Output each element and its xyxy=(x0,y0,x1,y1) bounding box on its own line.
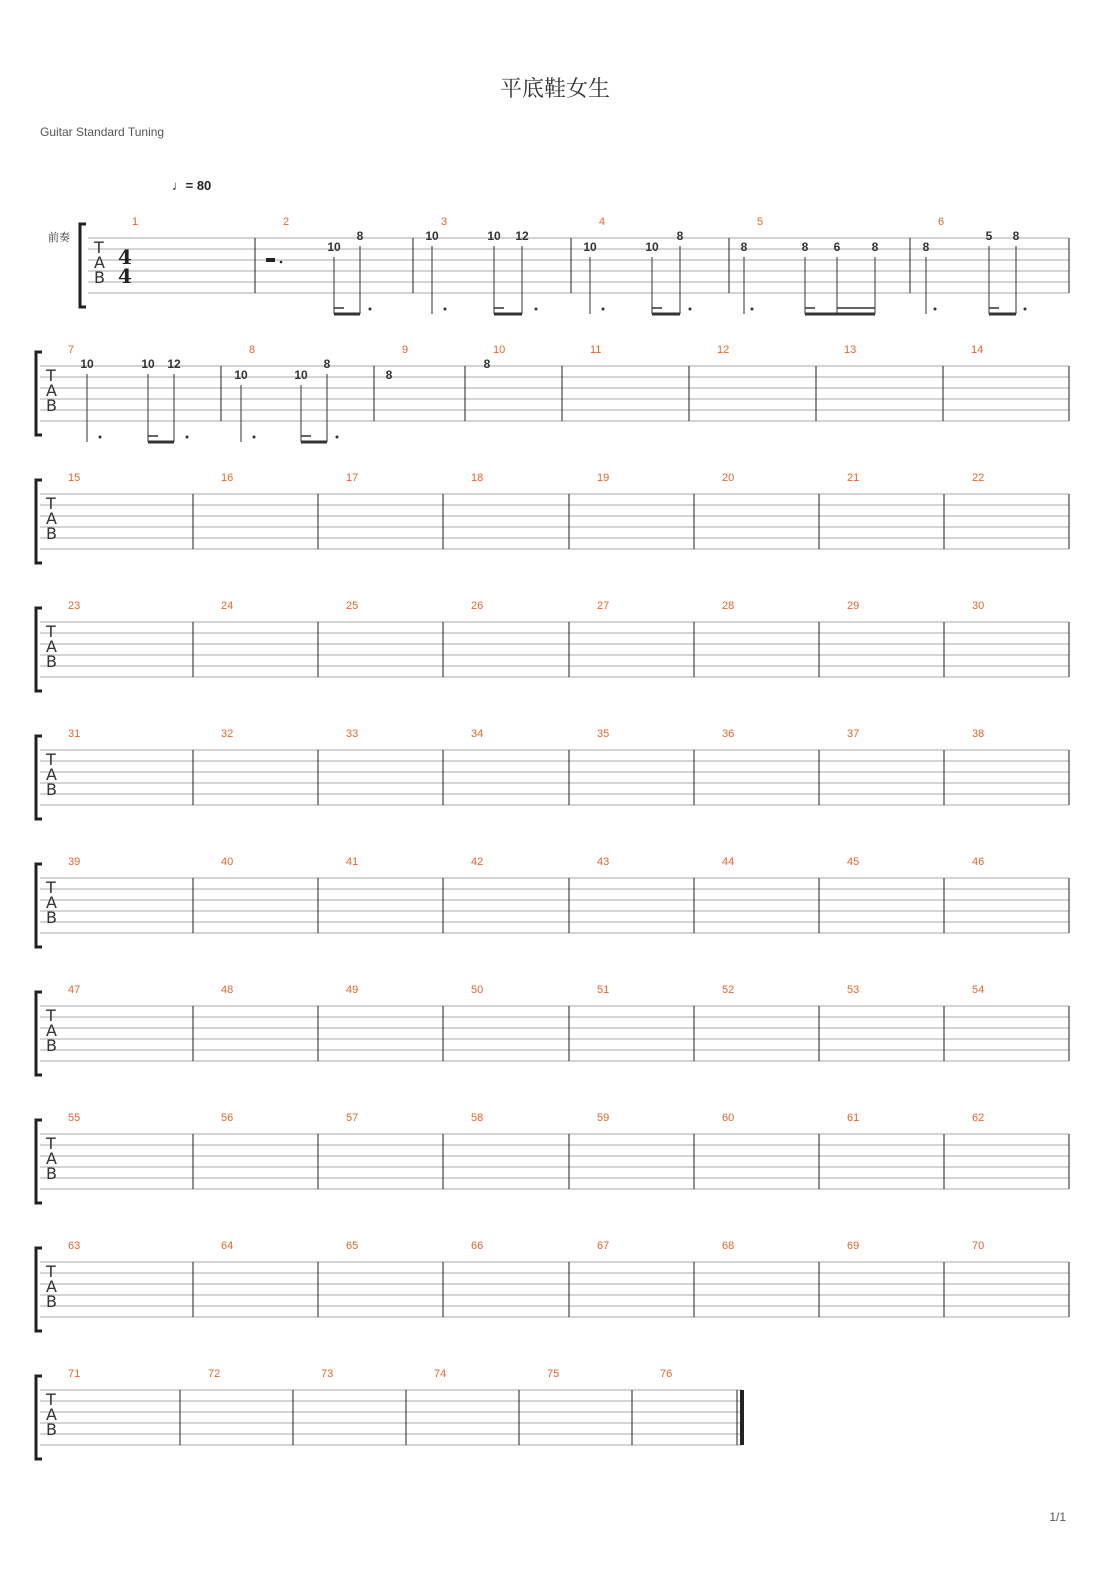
measure-number: 58 xyxy=(471,1112,484,1124)
measure-number: 5 xyxy=(757,216,764,228)
measure-number: 3 xyxy=(441,216,448,228)
measure-number: 31 xyxy=(68,728,81,740)
rest-dot xyxy=(280,261,283,264)
fret-number: 10 xyxy=(645,240,659,254)
measure-number: 16 xyxy=(221,472,234,484)
tab-clef-letter: B xyxy=(46,1036,57,1055)
fret-number: 8 xyxy=(922,240,930,254)
tab-clef-letter: B xyxy=(46,908,57,927)
tab-clef-letter: B xyxy=(46,652,57,671)
tab-clef-letter: B xyxy=(94,268,105,287)
staff-bracket xyxy=(36,352,42,435)
tab-clef-letter: A xyxy=(46,765,57,784)
measure-number: 32 xyxy=(221,728,234,740)
tab-clef-letter: A xyxy=(46,1021,57,1040)
measure-number: 13 xyxy=(844,344,857,356)
measure-number: 20 xyxy=(722,472,735,484)
measure-number: 40 xyxy=(221,856,234,868)
measure-number: 76 xyxy=(660,1368,673,1380)
measure-number: 72 xyxy=(208,1368,221,1380)
tab-clef-letter: A xyxy=(46,1277,57,1296)
measure-number: 62 xyxy=(972,1112,985,1124)
tab-clef-letter: T xyxy=(46,1390,56,1409)
tab-clef-letter: T xyxy=(46,366,56,385)
measure-number: 54 xyxy=(972,984,985,996)
measure-number: 63 xyxy=(68,1240,81,1252)
tab-clef-letter: B xyxy=(46,780,57,799)
measure-number: 15 xyxy=(68,472,81,484)
staff-bracket xyxy=(36,992,42,1075)
measure-number: 9 xyxy=(402,344,409,356)
staff-bracket xyxy=(36,864,42,947)
tab-clef-letter: A xyxy=(46,637,57,656)
dot xyxy=(444,308,447,311)
fret-number: 12 xyxy=(515,229,529,243)
measure-number: 73 xyxy=(321,1368,334,1380)
dot xyxy=(535,308,538,311)
fret-number: 10 xyxy=(80,357,94,371)
measure-number: 17 xyxy=(346,472,359,484)
measure-number: 69 xyxy=(847,1240,860,1252)
tab-clef-letter: A xyxy=(94,253,105,272)
measure-number: 51 xyxy=(597,984,610,996)
measure-number: 39 xyxy=(68,856,81,868)
tab-clef-letter: B xyxy=(46,396,57,415)
tab-clef-letter: T xyxy=(46,494,56,513)
tab-clef-letter: T xyxy=(46,750,56,769)
fret-number: 10 xyxy=(327,240,341,254)
dot xyxy=(934,308,937,311)
measure-number: 24 xyxy=(221,600,234,612)
fret-number: 8 xyxy=(801,240,809,254)
fret-number: 8 xyxy=(1012,229,1020,243)
measure-number: 12 xyxy=(717,344,730,356)
measure-number: 46 xyxy=(972,856,985,868)
measure-number: 70 xyxy=(972,1240,985,1252)
time-signature-bottom: 4 xyxy=(118,264,132,288)
measure-number: 74 xyxy=(434,1368,447,1380)
tab-clef-letter: A xyxy=(46,893,57,912)
time-signature-top: 4 xyxy=(118,245,132,269)
half-rest-icon xyxy=(266,258,275,262)
tab-clef-letter: T xyxy=(94,238,104,257)
measure-number: 53 xyxy=(847,984,860,996)
tab-clef-letter: T xyxy=(46,1134,56,1153)
measure-number: 30 xyxy=(972,600,985,612)
fret-number: 8 xyxy=(740,240,748,254)
fret-number: 6 xyxy=(833,240,841,254)
measure-number: 60 xyxy=(722,1112,735,1124)
tuning-label: Guitar Standard Tuning xyxy=(40,125,165,139)
measure-number: 1 xyxy=(132,216,139,228)
fret-number: 10 xyxy=(487,229,501,243)
measure-number: 10 xyxy=(493,344,506,356)
fret-number: 8 xyxy=(483,357,491,371)
measure-number: 6 xyxy=(938,216,945,228)
section-label: 前奏 xyxy=(48,231,70,244)
measure-number: 55 xyxy=(68,1112,81,1124)
measure-number: 61 xyxy=(847,1112,860,1124)
staff-bracket xyxy=(36,480,42,563)
staff-bracket xyxy=(36,1120,42,1203)
dot xyxy=(751,308,754,311)
measure-number: 34 xyxy=(471,728,484,740)
dot xyxy=(1024,308,1027,311)
tab-clef-letter: A xyxy=(46,509,57,528)
page-number: 1/1 xyxy=(1049,1510,1066,1524)
measure-number: 11 xyxy=(590,344,602,356)
measure-number: 4 xyxy=(599,216,606,228)
staff-bracket xyxy=(36,1376,42,1459)
staff-bracket xyxy=(36,1248,42,1331)
dot xyxy=(99,436,102,439)
measure-number: 22 xyxy=(972,472,985,484)
measure-number: 21 xyxy=(847,472,860,484)
measure-number: 19 xyxy=(597,472,610,484)
tab-clef-letter: B xyxy=(46,1292,57,1311)
measure-number: 47 xyxy=(68,984,81,996)
measure-number: 67 xyxy=(597,1240,610,1252)
measure-number: 23 xyxy=(68,600,81,612)
dot xyxy=(336,436,339,439)
measure-number: 26 xyxy=(471,600,484,612)
measure-number: 71 xyxy=(68,1368,81,1380)
fret-number: 8 xyxy=(385,368,393,382)
measure-number: 65 xyxy=(346,1240,359,1252)
staff-bracket xyxy=(80,224,86,307)
measure-number: 28 xyxy=(722,600,735,612)
dot xyxy=(186,436,189,439)
fret-number: 8 xyxy=(676,229,684,243)
fret-number: 10 xyxy=(141,357,155,371)
measure-number: 25 xyxy=(346,600,359,612)
tab-clef-letter: A xyxy=(46,1149,57,1168)
measure-number: 64 xyxy=(221,1240,234,1252)
measure-number: 45 xyxy=(847,856,860,868)
measure-number: 33 xyxy=(346,728,359,740)
fret-number: 10 xyxy=(294,368,308,382)
measure-number: 37 xyxy=(847,728,860,740)
measure-number: 43 xyxy=(597,856,610,868)
dot xyxy=(253,436,256,439)
measure-number: 48 xyxy=(221,984,234,996)
measure-number: 7 xyxy=(68,344,75,356)
fret-number: 10 xyxy=(583,240,597,254)
score-title: 平底鞋女生 xyxy=(499,77,610,102)
measure-number: 36 xyxy=(722,728,735,740)
tab-clef-letter: T xyxy=(46,1006,56,1025)
fret-number: 12 xyxy=(167,357,181,371)
dot xyxy=(369,308,372,311)
fret-number: 8 xyxy=(323,357,331,371)
tab-clef-letter: T xyxy=(46,878,56,897)
measure-number: 27 xyxy=(597,600,610,612)
measure-number: 57 xyxy=(346,1112,359,1124)
dot xyxy=(689,308,692,311)
measure-number: 49 xyxy=(346,984,359,996)
measure-number: 52 xyxy=(722,984,735,996)
measure-number: 50 xyxy=(471,984,484,996)
fret-number: 5 xyxy=(985,229,993,243)
tab-clef-letter: A xyxy=(46,1405,57,1424)
tab-clef-letter: B xyxy=(46,524,57,543)
measure-number: 59 xyxy=(597,1112,610,1124)
fret-number: 10 xyxy=(234,368,248,382)
tab-clef-letter: B xyxy=(46,1164,57,1183)
measure-number: 42 xyxy=(471,856,484,868)
staff-bracket xyxy=(36,736,42,819)
tab-clef-letter: A xyxy=(46,381,57,400)
tempo-value: = 80 xyxy=(185,178,212,193)
measure-number: 18 xyxy=(471,472,484,484)
dot xyxy=(602,308,605,311)
staff-bracket xyxy=(36,608,42,691)
measure-number: 41 xyxy=(346,856,359,868)
measure-number: 14 xyxy=(971,344,984,356)
measure-number: 66 xyxy=(471,1240,484,1252)
tab-clef-letter: T xyxy=(46,622,56,641)
measure-number: 38 xyxy=(972,728,985,740)
measure-number: 56 xyxy=(221,1112,234,1124)
measure-number: 75 xyxy=(547,1368,560,1380)
tab-clef-letter: T xyxy=(46,1262,56,1281)
quarter-note-icon: ♩ xyxy=(172,178,185,193)
fret-number: 8 xyxy=(356,229,364,243)
tab-clef-letter: B xyxy=(46,1420,57,1439)
measure-number: 8 xyxy=(249,344,256,356)
measure-number: 35 xyxy=(597,728,610,740)
measure-number: 29 xyxy=(847,600,860,612)
fret-number: 8 xyxy=(871,240,879,254)
measure-number: 2 xyxy=(283,216,290,228)
fret-number: 10 xyxy=(425,229,439,243)
measure-number: 68 xyxy=(722,1240,735,1252)
measure-number: 44 xyxy=(722,856,735,868)
